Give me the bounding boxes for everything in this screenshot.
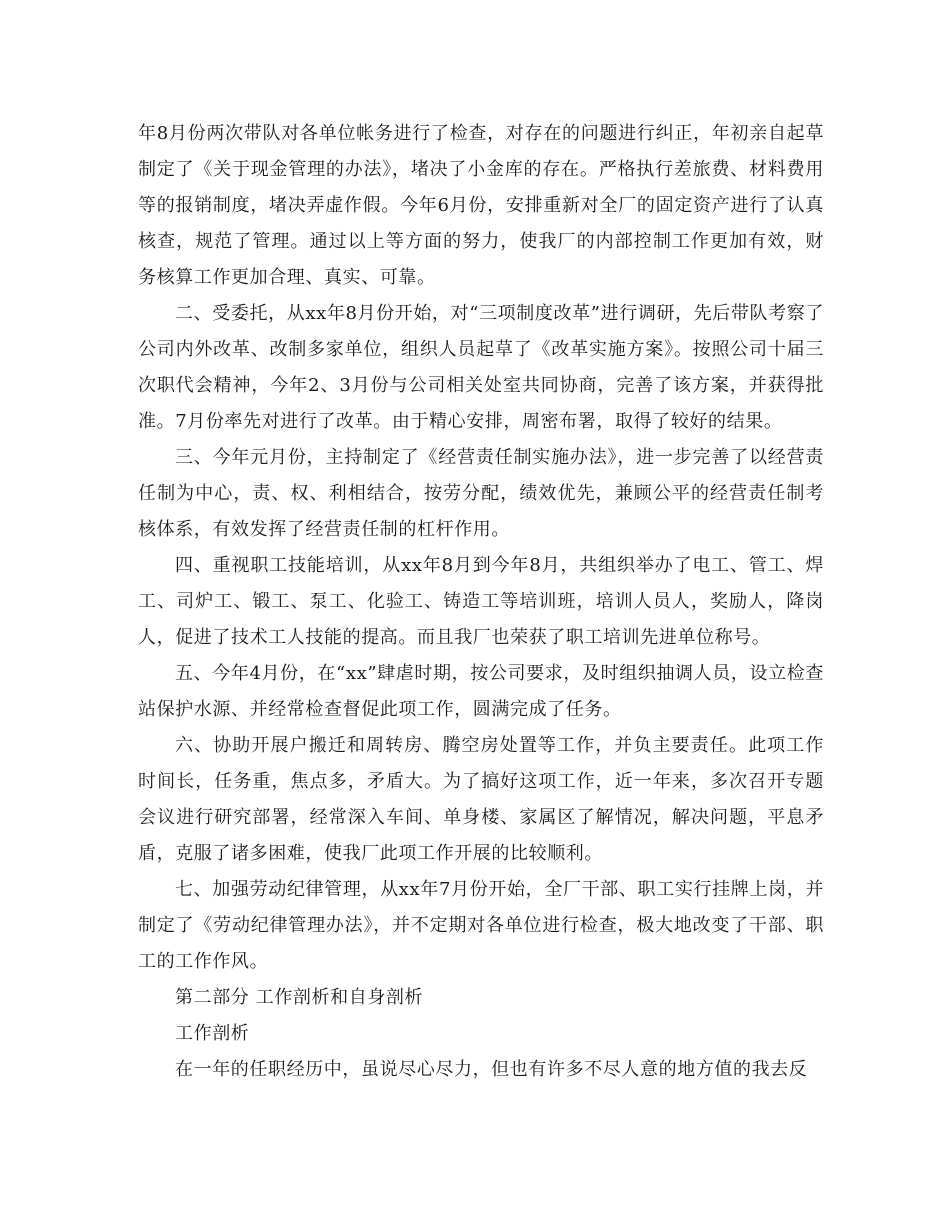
paragraph-item-6: 六、协助开展户搬迁和周转房、腾空房处置等工作，并负主要责任。此项工作时间长，任务重，焦点多，矛盾大。为了搞好这项工作，近一年来，多次召开专题会议进行研究部署，经常深入车间、单身楼、家属区了解情况，解决问题，平息矛盾，克服了诸多困难，使我厂此项工作开展的比较顺利。 [138,735,824,864]
paragraph-analysis: 在一年的任职经历中，虽说尽心尽力，但也有许多不尽人意的地方值的我去反 [175,1059,808,1080]
section-heading: 第二部分 工作剖析和自身剖析 [175,987,424,1008]
paragraph-item-3: 三、今年元月份，主持制定了《经营责任制实施办法》，进一步完善了以经营责任制为中心，责、权、利相结合，按劳分配，绩效优先，兼顾公平的经营责任制考核体系，有效发挥了经营责任制的杠杆作用。 [138,447,824,540]
document-body [138,116,824,1088]
paragraph-item-5: 五、今年4月份，在“xx”肆虐时期，按公司要求，及时组织抽调人员，设立检查站保护水源、并经常检查督促此项工作，圆满完成了任务。 [138,663,824,720]
paragraph-continuation: 年8月份两次带队对各单位帐务进行了检查，对存在的问题进行纠正，年初亲自起草制定了《关于现金管理的办法》，堵决了小金库的存在。严格执行差旅费、材料费用等的报销制度，堵决弄虚作假。今年6月份，安排重新对全厂的固定资产进行了认真核查，规范了管理。通过以上等方面的努力，使我厂的内部控制工作更加有效，财务核算工作更加合理、真实、可靠。 [138,123,824,288]
paragraph-item-4: 四、重视职工技能培训，从xx年8月到今年8月，共组织举办了电工、管工、焊工、司炉工、锻工、泵工、化验工、铸造工等培训班，培训人员人，奖励人，降岗人，促进了技术工人技能的提高。而且我厂也荣获了职工培训先进单位称号。 [138,555,824,648]
paragraph-item-7: 七、加强劳动纪律管理，从xx年7月份开始，全厂干部、职工实行挂牌上岗，并制定了《劳动纪律管理办法》，并不定期对各单位进行检查，极大地改变了干部、职工的工作作风。 [138,879,824,972]
subsection-heading: 工作剖析 [175,1023,250,1044]
paragraph-item-2: 二、受委托，从xx年8月份开始，对“三项制度改革”进行调研，先后带队考察了公司内外改革、改制多家单位，组织人员起草了《改革实施方案》。按照公司十届三次职代会精神，今年2、3月份与公司相关处室共同协商，完善了该方案，并获得批准。7月份率先对进行了改革。由于精心安排，周密布署，取得了较好的结果。 [138,303,824,432]
